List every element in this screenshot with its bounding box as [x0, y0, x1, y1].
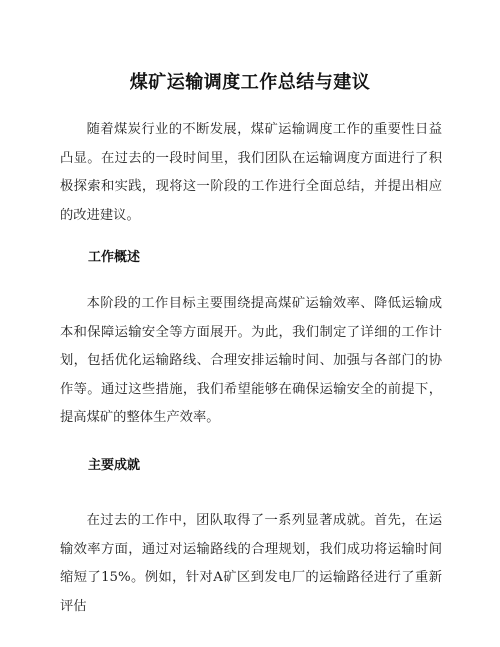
section-heading-overview: 工作概述	[88, 250, 141, 265]
section-body-achievements: 在过去的工作中，团队取得了一系列显著成就。首先，在运输效率方面，通过对运输路线的合理规划，我们成功将运输时间缩短了15%。例如，针对A矿区到发电厂的运输路径进行了重新评估	[60, 513, 442, 614]
document-title: 煤矿运输调度工作总结与建议	[129, 72, 371, 94]
intro-paragraph: 随着煤炭行业的不断发展，煤矿运输调度工作的重要性日益凸显。在过去的一段时间里，我们团队在运输调度方面进行了积极探索和实践，现将这一阶段的工作进行全面总结，并提出相应的改进建议。	[60, 122, 442, 223]
section-heading-achievements: 主要成就	[88, 458, 141, 473]
section-body-overview: 本阶段的工作目标主要围绕提高煤矿运输效率、降低运输成本和保障运输安全等方面展开。为此，我们制定了详细的工作计划，包括优化运输路线、合理安排运输时间、加强与各部门的协作等。通过这些措施，我们希望能够在确保运输安全的前提下，提高煤矿的整体生产效率。	[60, 296, 442, 425]
